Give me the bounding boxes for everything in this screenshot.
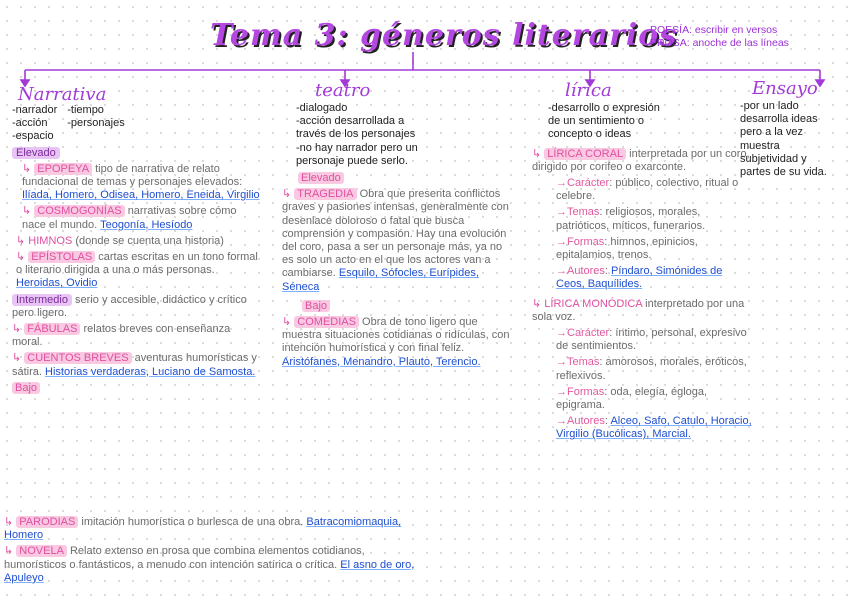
coral-formas: →Formas: himnos, epinicios, epitalamios, trenos. xyxy=(556,235,698,262)
cosmogonias-text: narrativas sobre cómo nace el mundo. xyxy=(22,205,237,231)
novela-examples: El asno de oro, Apuleyo xyxy=(4,558,415,584)
cosmogonias-term: COSMOGONÍAS xyxy=(34,205,124,217)
lirica-column xyxy=(532,102,752,445)
monodica-temas: →Temas: amorosos, morales, eróticos, reflexivos. xyxy=(556,356,747,382)
coral-autores-text: Píndaro, Simónides de Ceos, Baquílides. xyxy=(556,265,723,291)
narrativa-elements-right xyxy=(67,104,124,144)
lirica-monodica-details xyxy=(532,327,752,442)
list-item: -no hay narrador pero un personaje puede serlo. xyxy=(296,141,418,167)
parodias-entry: ↳ PARODIAS imitación humorística o burlesca de una obra. Batracomiomaquia, Homero xyxy=(4,516,402,542)
coral-temas: →Temas: religiosos, morales, patrióticos, míticos, funerarios. xyxy=(556,206,706,232)
coral-temas-label: Temas xyxy=(567,206,600,219)
lirica-monodica-term: LÍRICA MONÓDICA xyxy=(544,297,643,310)
heading-lirica: lírica xyxy=(565,80,612,101)
list-item: -acción xyxy=(12,117,48,130)
tragedia-entry: ↳ TRAGEDIA Obra que presenta conflictos graves y pasiones intensas, generalmente con desenlace doloroso o fatal que busca comprensión y compasión. Hay una evolución del coro, pasa a ser un personaje más, ya no es solo un acto en el que los actores van a cambiarse. Esquilo, Sófocles, Eurípides, Séneca xyxy=(282,188,509,293)
coral-caracter: →Carácter: público, colectivo, ritual o celebre. xyxy=(556,177,739,203)
elevado-badge: Elevado xyxy=(12,147,60,159)
bajo-badge: Bajo xyxy=(12,382,40,394)
coral-formas-label: Formas xyxy=(567,235,605,248)
list-item: -por un lado desarrolla ideas pero a la vez muestra subjetividad y partes de su vida. xyxy=(740,100,827,179)
teatro-elements xyxy=(282,102,432,168)
cosmogonias-entry: ↳ COSMOGONÍAS narrativas sobre cómo nace el mundo. Teogonía, Hesíodo xyxy=(22,205,237,231)
parodias-text: imitación humorística o burlesca de una obra. xyxy=(81,516,304,528)
cuentos-examples: Historias verdaderas, Luciano de Samosta. xyxy=(45,365,256,378)
monodica-temas-label: Temas xyxy=(567,356,600,369)
narrativa-bajo-column xyxy=(4,516,424,588)
lirica-monodica-text: interpretado por una sola voz. xyxy=(532,297,745,323)
coral-caracter-label: Carácter xyxy=(567,177,610,190)
comedias-examples: Aristófanes, Menandro, Plauto, Terencio. xyxy=(282,355,481,368)
cuentos-term: CUENTOS BREVES xyxy=(24,352,131,364)
coral-autores-label: Autores xyxy=(567,265,605,278)
coral-autores: →Autores: Píndaro, Simónides de Ceos, Baquílides. xyxy=(556,265,723,291)
epopeya-examples: Ilíada, Homero, Odisea, Homero, Eneida, Virgilio xyxy=(22,189,260,202)
coral-caracter-text: público, colectivo, ritual o celebre. xyxy=(556,177,739,203)
monodica-caracter-text: íntimo, personal, expresivo de sentimientos. xyxy=(556,327,747,353)
cosmogonias-examples: Teogonía, Hesíodo xyxy=(100,218,193,231)
intermedio-entry xyxy=(12,294,260,320)
epistolas-entry: ↳ EPÍSTOLAS cartas escritas en un tono formal o literario dirigida a una o más personas. Heroidas, Ovidio xyxy=(16,251,258,290)
list-item: -dialogado xyxy=(296,102,348,114)
comedias-text: Obra de tono ligero que muestra situaciones cotidianas o ridículas, con intención humorística y con final feliz. xyxy=(282,316,510,355)
novela-entry: ↳ NOVELA Relato extenso en prosa que combina elementos cotidianos, humorísticos o fantásticos, a menudo con intención satírica o crítica. El asno de oro, Apuleyo xyxy=(4,545,415,584)
teatro-column xyxy=(282,102,510,372)
narrativa-elements xyxy=(12,104,260,144)
novela-term: NOVELA xyxy=(16,545,67,557)
tragedia-term: TRAGEDIA xyxy=(294,188,356,200)
intermedio-text: serio y accesible, didáctico y crítico pero ligero. xyxy=(12,293,247,319)
monodica-autores: →Autores: Alceo, Safo, Catulo, Horacio, Virgilio (Bucólicas), Marcial. xyxy=(556,415,752,441)
epopeya-text: tipo de narrativa de relato fundacional de temas y personajes elevados: xyxy=(22,162,243,189)
teatro-bajo-badge: Bajo xyxy=(302,300,330,312)
lirica-coral-text: interpretada por un coro, dirigido por corifeo o exarconte. xyxy=(532,147,750,173)
narrativa-elements-left xyxy=(12,104,57,144)
fabulas-entry: ↳ FÁBULAS relatos breves con enseñanza moral. xyxy=(12,323,231,349)
monodica-formas-label: Formas xyxy=(567,385,605,398)
monodica-formas: →Formas: oda, elegía, égloga, epigrama. xyxy=(556,385,708,412)
list-item: -narrador xyxy=(12,104,58,116)
definition-poesia: POESÍA: escribir en versos xyxy=(650,24,778,36)
list-item: -acción desarrollada a través de los personajes xyxy=(296,115,416,141)
genre-tree-lines xyxy=(0,0,848,110)
list-item: -desarrollo o expresión de un sentimiento o concepto o ideas xyxy=(548,102,660,141)
heading-ensayo: Ensayo xyxy=(752,78,818,99)
page-title: Tema 3: géneros literarios xyxy=(210,18,678,53)
tragedia-text: Obra que presenta conflictos graves y pasiones intensas, generalmente con desenlace doloroso o fatal que busca comprensión y compasión. Hay una evolución del coro, pasa a ser un personaje más, ya no es solo un acto en el que los actores van a cambiarse. xyxy=(282,188,509,280)
fabulas-term: FÁBULAS xyxy=(24,323,80,335)
heading-teatro: teatro xyxy=(315,80,371,101)
epopeya-term: EPOPEYA xyxy=(34,163,92,175)
intermedio-badge: Intermedio xyxy=(12,294,72,306)
monodica-formas-text: oda, elegía, égloga, epigrama. xyxy=(556,385,708,412)
lirica-monodica-entry: ↳ LÍRICA MONÓDICA interpretado por una sola voz. xyxy=(532,297,745,323)
coral-temas-text: religiosos, morales, patrióticos, míticos, funerarios. xyxy=(556,206,706,232)
lirica-coral-term: LÍRICA CORAL xyxy=(544,148,626,160)
teatro-elevado-badge: Elevado xyxy=(298,172,344,184)
fabulas-text: relatos breves con enseñanza moral. xyxy=(12,323,231,349)
ensayo-column xyxy=(740,100,840,179)
epopeya-entry: ↳ EPOPEYA tipo de narrativa de relato fundacional de temas y personajes elevados: Ilíada, Homero, Odisea, Homero, Eneida, Virgilio xyxy=(22,162,260,202)
parodias-term: PARODIAS xyxy=(16,516,78,528)
comedias-entry: ↳ COMEDIAS Obra de tono ligero que muestra situaciones cotidianas o ridículas, con intención humorística y con final feliz. Aristófanes, Menandro, Plauto, Terencio. xyxy=(282,316,510,368)
list-item: -personajes xyxy=(67,117,125,130)
monodica-autores-text: Alceo, Safo, Catulo, Horacio, Virgilio (Bucólicas), Marcial. xyxy=(556,415,752,441)
lirica-coral-details xyxy=(532,177,752,292)
epistolas-term: EPÍSTOLAS xyxy=(28,251,95,263)
tragedia-examples: Esquilo, Sófocles, Eurípides, Séneca xyxy=(282,267,479,293)
novela-text: Relato extenso en prosa que combina elementos cotidianos, humorísticos o fantásticos, a menudo con intención satírica o crítica. xyxy=(4,545,365,571)
lirica-elements xyxy=(532,102,672,142)
heading-narrativa: Narrativa xyxy=(18,84,107,105)
cuentos-entry: ↳ CUENTOS BREVES aventuras humorísticas y sátira. Historias verdaderas, Luciano de Samosta. xyxy=(12,352,257,378)
comedias-term: COMEDIAS xyxy=(294,316,359,328)
epistolas-examples: Heroidas, Ovidio xyxy=(16,277,98,290)
definition-prosa: PROSA: anoche de las líneas xyxy=(650,37,789,49)
coral-formas-text: himnos, epinicios, epitalamios, trenos. xyxy=(556,235,698,262)
monodica-temas-text: amorosos, morales, eróticos, reflexivos. xyxy=(556,356,747,382)
himnos-entry: ↳ HIMNOS (donde se cuenta una historia) xyxy=(16,234,224,247)
himnos-term: HIMNOS xyxy=(28,234,73,247)
epistolas-text: cartas escritas en un tono formal o literario dirigida a una o más personas. xyxy=(16,251,258,277)
monodica-autores-label: Autores xyxy=(567,415,605,428)
narrativa-column xyxy=(12,104,260,398)
parodias-examples: Batracomiomaquia, Homero xyxy=(4,516,402,542)
himnos-text: (donde se cuenta una historia) xyxy=(75,234,224,247)
monodica-caracter: →Carácter: íntimo, personal, expresivo de sentimientos. xyxy=(556,327,747,353)
list-item: -tiempo xyxy=(67,104,104,116)
cuentos-text: aventuras humorísticas y sátira. xyxy=(12,352,257,378)
monodica-caracter-label: Carácter xyxy=(567,327,610,340)
list-item: -espacio xyxy=(12,130,54,143)
lirica-coral-entry: ↳ LÍRICA CORAL interpretada por un coro, dirigido por corifeo o exarconte. xyxy=(532,147,750,173)
